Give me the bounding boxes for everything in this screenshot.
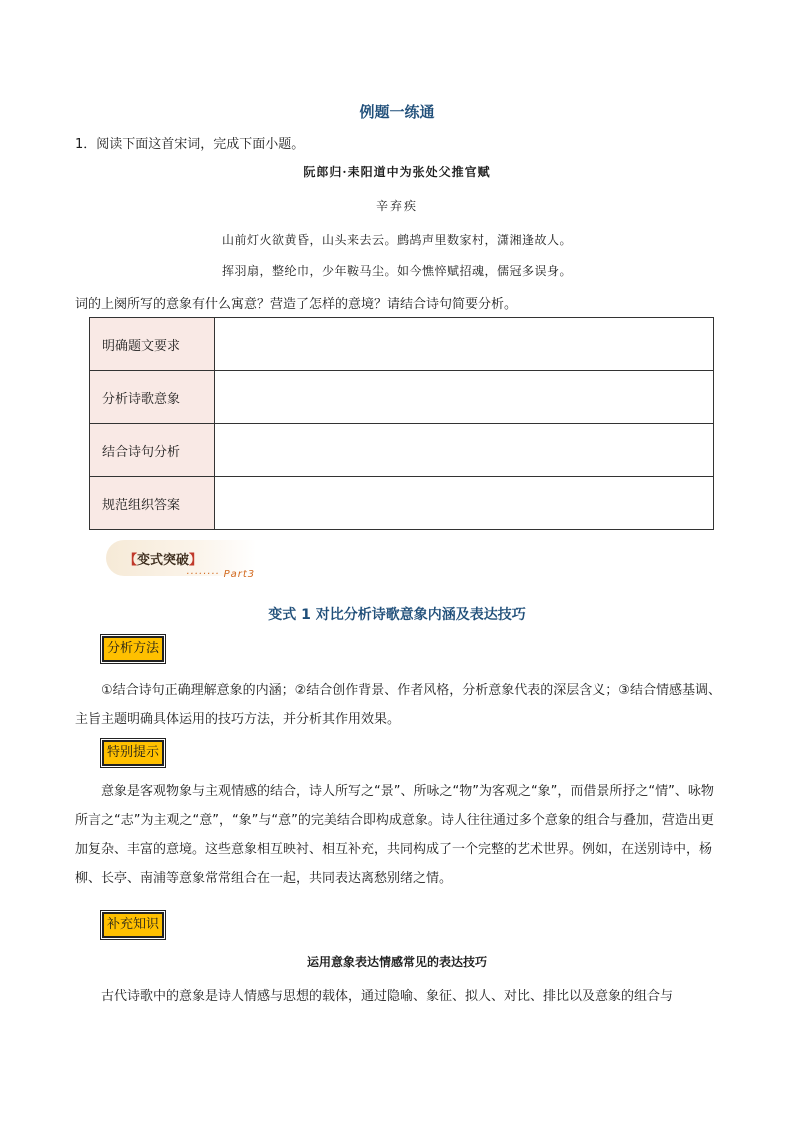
section-title: 例题一练通 — [359, 103, 435, 121]
extra-text: 古代诗歌中的意象是诗人情感与思想的载体，通过隐喻、象征、拟人、对比、排比以及意象的组合与 — [101, 989, 674, 1004]
step-answer-cell[interactable] — [215, 371, 714, 424]
step-answer-cell[interactable] — [215, 424, 714, 477]
step-answer-cell[interactable] — [215, 318, 714, 371]
method-tag: 分析方法 — [102, 636, 164, 662]
tip-paragraph — [75, 777, 725, 893]
question-text: 1．阅读下面这首宋词，完成下面小题。 — [75, 137, 305, 152]
tip-tag: 特别提示 — [102, 740, 164, 766]
table-row — [90, 424, 714, 477]
tip-text: 意象是客观物象与主观情感的结合，诗人所写之“景”、所咏之“物”为客观之“象”，而借景所抒之“情”、咏物所言之“志”为主观之“意”，“象”与“意”的完美结合即构成意象。诗人往往通过多个意象的组合与叠加，营造出更加复杂、丰富的意境。这些意象相互映衬、相互补充，共同构成了一个完整的艺术世界。例如，在送别诗中，杨柳、长亭、南浦等意象常常组合在一起，共同表达离愁别绪之情。 — [75, 784, 714, 886]
step-label: 分析诗歌意象 — [90, 371, 215, 424]
table-row — [90, 477, 714, 530]
table-row — [90, 318, 714, 371]
question-prompt: 词的上阕所写的意象有什么寓意？营造了怎样的意境？请结合诗句简要分析。 — [75, 297, 518, 312]
table-row — [90, 371, 714, 424]
banner-bracket-open: 【 — [124, 553, 138, 568]
variant-title: 变式 1 对比分析诗歌意象内涵及表达技巧 — [268, 607, 526, 623]
banner-label: 变式突破 — [137, 553, 190, 568]
extra-subtitle: 运用意象表达情感常见的表达技巧 — [306, 955, 487, 969]
poem-line-2: 挥羽扇，整纶巾，少年鞍马尘。如今憔悴赋招魂，儒冠多误身。 — [221, 264, 572, 278]
poem-author: 辛弃疾 — [375, 199, 418, 213]
method-paragraph — [75, 676, 725, 734]
poem-line-1: 山前灯火欲黄昏，山头来去云。鹧鸪声里数家村，潇湘逢故人。 — [221, 233, 572, 247]
variant-banner-title — [124, 549, 202, 568]
poem-title: 阮郎归·耒阳道中为张处父推官赋 — [303, 165, 491, 179]
banner-part-label: ········ Part3 — [186, 569, 256, 580]
step-label: 结合诗句分析 — [90, 424, 215, 477]
extra-tag: 补充知识 — [102, 912, 164, 938]
answer-steps-table — [89, 317, 714, 530]
step-label: 明确题文要求 — [90, 318, 215, 371]
step-label: 规范组织答案 — [90, 477, 215, 530]
banner-bracket-close: 】 — [189, 553, 203, 568]
method-text: ①结合诗句正确理解意象的内涵；②结合创作背景、作者风格，分析意象代表的深层含义；③结合情感基调、主旨主题明确具体运用的技巧方法，并分析其作用效果。 — [75, 683, 721, 727]
step-answer-cell[interactable] — [215, 477, 714, 530]
extra-paragraph — [75, 982, 725, 1011]
